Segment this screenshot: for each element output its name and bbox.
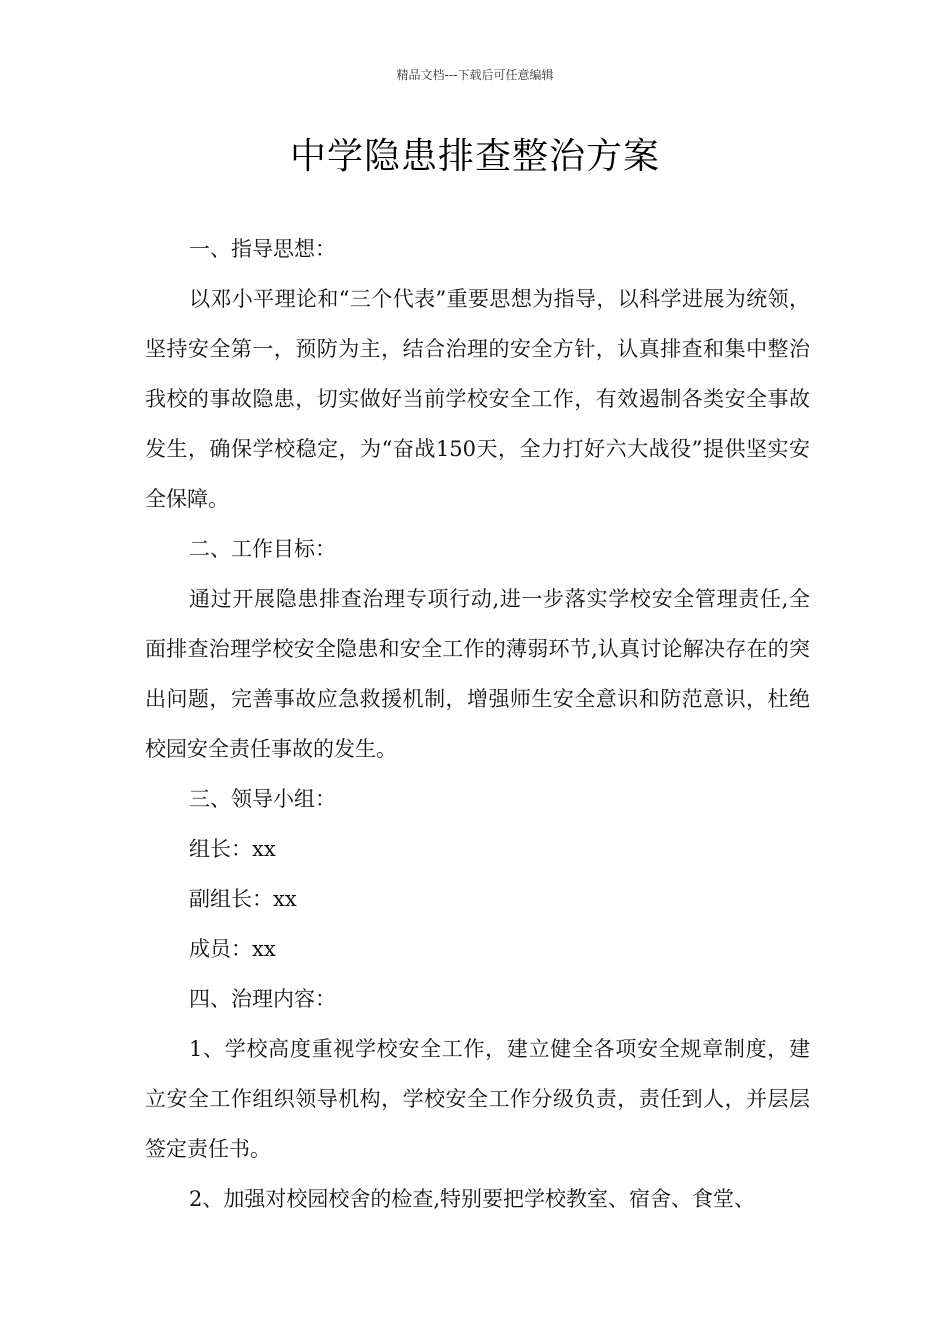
header-note: 精品文档---下载后可任意编辑	[396, 68, 554, 82]
document-title: 中学隐患排查整治方案	[289, 136, 660, 177]
paragraph-item-1: 1、学校高度重视学校安全工作，建立健全各项安全规章制度，建立安全工作组织领导机构，学校安全工作分级负责，责任到人，并层层签定责任书。	[145, 1037, 810, 1161]
section-heading-guiding-thought: 一、指导思想：	[189, 237, 336, 261]
paragraph-item-2: 2、加强对校园校舍的检查,特别要把学校教室、宿舍、食堂、	[189, 1187, 756, 1211]
leader-line: 组长：xx	[189, 837, 276, 861]
section-heading-leadership-group: 三、领导小组：	[189, 787, 336, 811]
paragraph-work-goals: 通过开展隐患排查治理专项行动,进一步落实学校安全管理责任,全面排查治理学校安全隐患和安全工作的薄弱环节,认真讨论解决存在的突出问题，完善事故应急救援机制，增强师生安全意识和防范意识，杜绝校园安全责任事故的发生。	[145, 587, 810, 761]
section-heading-work-goals: 二、工作目标：	[189, 537, 336, 561]
deputy-leader-line: 副组长：xx	[189, 887, 297, 911]
paragraph-guiding-thought: 以邓小平理论和“三个代表”重要思想为指导，以科学进展为统领，坚持安全第一，预防为主，结合治理的安全方针，认真排查和集中整治我校的事故隐患，切实做好当前学校安全工作，有效遏制各类安全事故发生，确保学校稳定，为“奋战150天，全力打好六大战役”提供坚实安全保障。	[145, 287, 810, 511]
members-line: 成员：xx	[189, 937, 276, 961]
document-body	[145, 224, 810, 1224]
section-heading-governance-content: 四、治理内容：	[189, 987, 336, 1011]
